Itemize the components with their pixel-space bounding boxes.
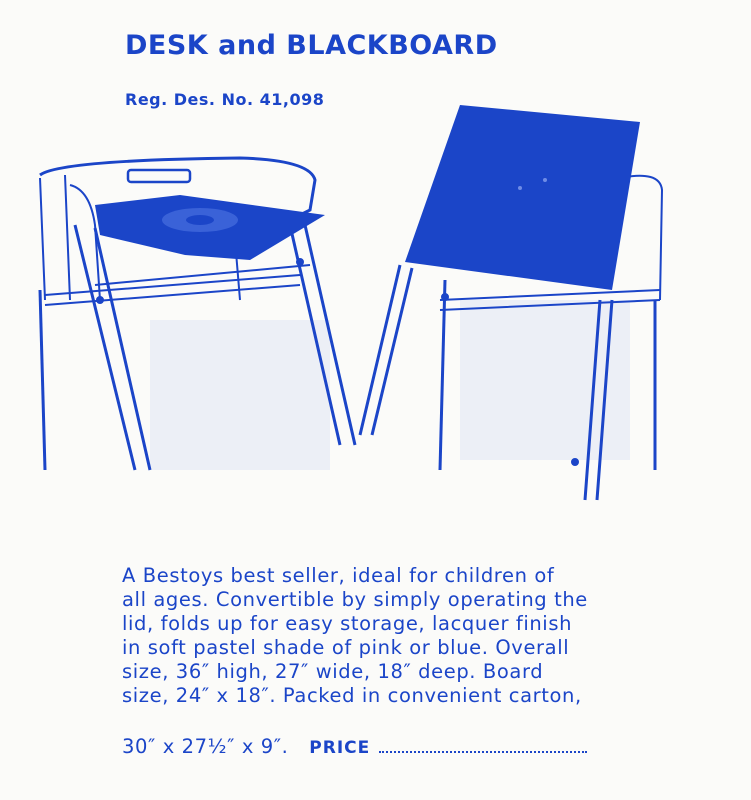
description-line: size, 36″ high, 27″ wide, 18″ deep. Board	[122, 660, 544, 683]
page-title: DESK and BLACKBOARD	[125, 30, 498, 61]
carton-size: 30″ x 27½″ x 9″.	[122, 735, 289, 758]
price-line	[122, 735, 682, 758]
description-line: lid, folds up for easy storage, lacquer finish	[122, 612, 573, 635]
description-line: all ages. Convertible by simply operating the	[122, 588, 588, 611]
blackboard-panel	[405, 105, 640, 290]
price-dotted-leader	[379, 750, 587, 753]
price-label: PRICE	[309, 738, 371, 758]
desk-shadow-shading	[150, 320, 330, 470]
description-line: size, 24″ x 18″. Packed in convenient carton,	[122, 684, 582, 707]
description-line: in soft pastel shade of pink or blue. Overall	[122, 636, 570, 659]
description-line: A Bestoys best seller, ideal for children of	[122, 564, 555, 587]
registration-number: Reg. Des. No. 41,098	[125, 90, 325, 109]
product-description	[122, 564, 682, 708]
